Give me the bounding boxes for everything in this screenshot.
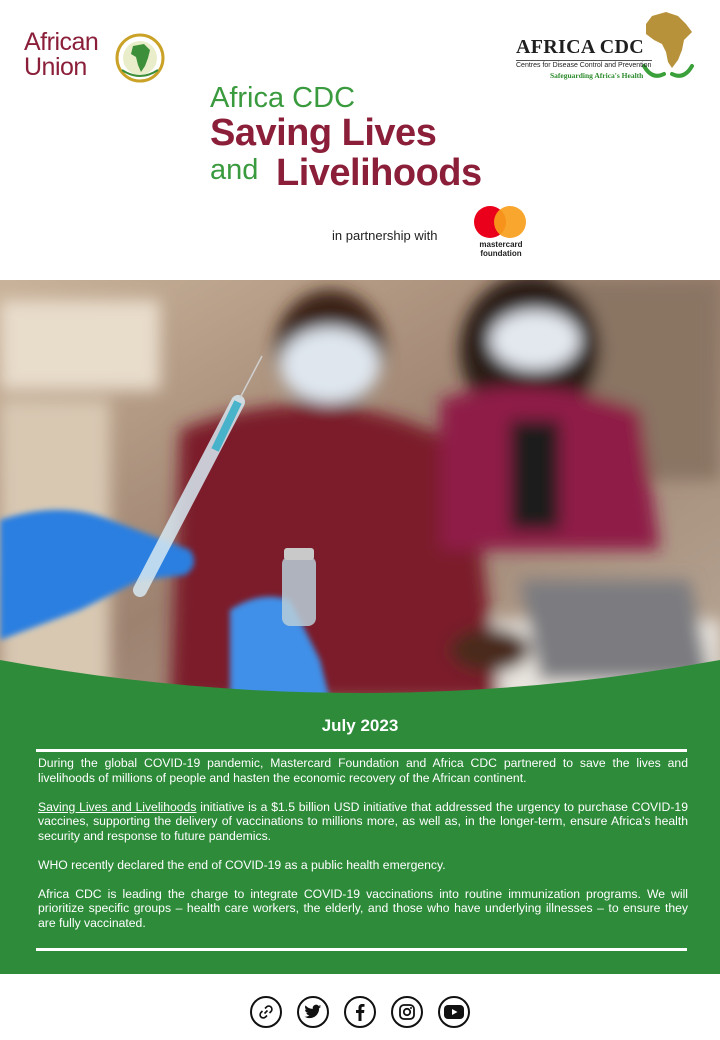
instagram-icon[interactable] xyxy=(391,996,423,1028)
divider-top xyxy=(36,749,687,752)
hero-image xyxy=(0,280,720,700)
africa-cdc-subtitle: Centres for Disease Control and Prevention xyxy=(516,62,652,69)
paragraph-initiative: Saving Lives and Livelihoods initiative is a $1.5 billion USD initiative that addressed the urgency to purchase COVID-19 vaccines, supporting the delivery of vaccinations to millions more, as well as, in the longer-term, ensure Africa's health security and response to future pandemics. xyxy=(38,799,688,843)
africa-cdc-wordmark: AFRICA CDC xyxy=(516,36,644,58)
paragraph-immunization: Africa CDC is leading the charge to integrate COVID-19 vaccinations into routine immunization programs. We will prioritize specific groups – health care workers, the elderly, and those who have underlying illnesses – to ensure they are fully vaccinated. xyxy=(38,886,688,930)
twitter-icon[interactable] xyxy=(297,996,329,1028)
mastercard-orange-circle-icon xyxy=(494,206,526,238)
footer xyxy=(0,974,720,1040)
facebook-icon[interactable] xyxy=(344,996,376,1028)
paragraph-intro: During the global COVID-19 pandemic, Mastercard Foundation and Africa CDC partnered to save the lives and livelihoods of millions of people and hasten the economic recovery of the African continent. xyxy=(38,756,688,785)
african-union-wordmark: African Union xyxy=(24,28,99,81)
africa-map-icon xyxy=(638,10,698,82)
africa-cdc-logo[interactable] xyxy=(516,10,700,86)
title-and: and xyxy=(210,154,259,186)
link-icon[interactable] xyxy=(250,996,282,1028)
african-union-emblem-icon xyxy=(114,32,166,84)
youtube-icon[interactable] xyxy=(438,996,470,1028)
newsletter-title xyxy=(210,82,540,196)
partnership-text: in partnership with xyxy=(332,228,438,243)
title-line-and-livelihoods xyxy=(210,152,540,196)
newsletter-body xyxy=(38,756,688,945)
title-line-saving-lives: Saving Lives xyxy=(210,112,437,154)
vaccination-photo-icon xyxy=(0,280,720,700)
saving-lives-link[interactable]: Saving Lives and Livelihoods xyxy=(38,799,197,814)
african-union-logo[interactable] xyxy=(24,30,174,86)
paragraph-who: WHO recently declared the end of COVID-19 as a public health emergency. xyxy=(38,857,446,872)
divider-bottom xyxy=(36,948,687,951)
africa-cdc-tagline: Safeguarding Africa's Health xyxy=(550,71,644,80)
header xyxy=(0,0,720,280)
mastercard-foundation-logo[interactable] xyxy=(470,206,532,262)
issue-date: July 2023 xyxy=(321,716,399,735)
mastercard-foundation-wordmark: mastercard foundation xyxy=(479,240,523,258)
title-line-africa-cdc: Africa CDC xyxy=(210,82,356,114)
title-livelihoods: Livelihoods xyxy=(276,152,482,194)
